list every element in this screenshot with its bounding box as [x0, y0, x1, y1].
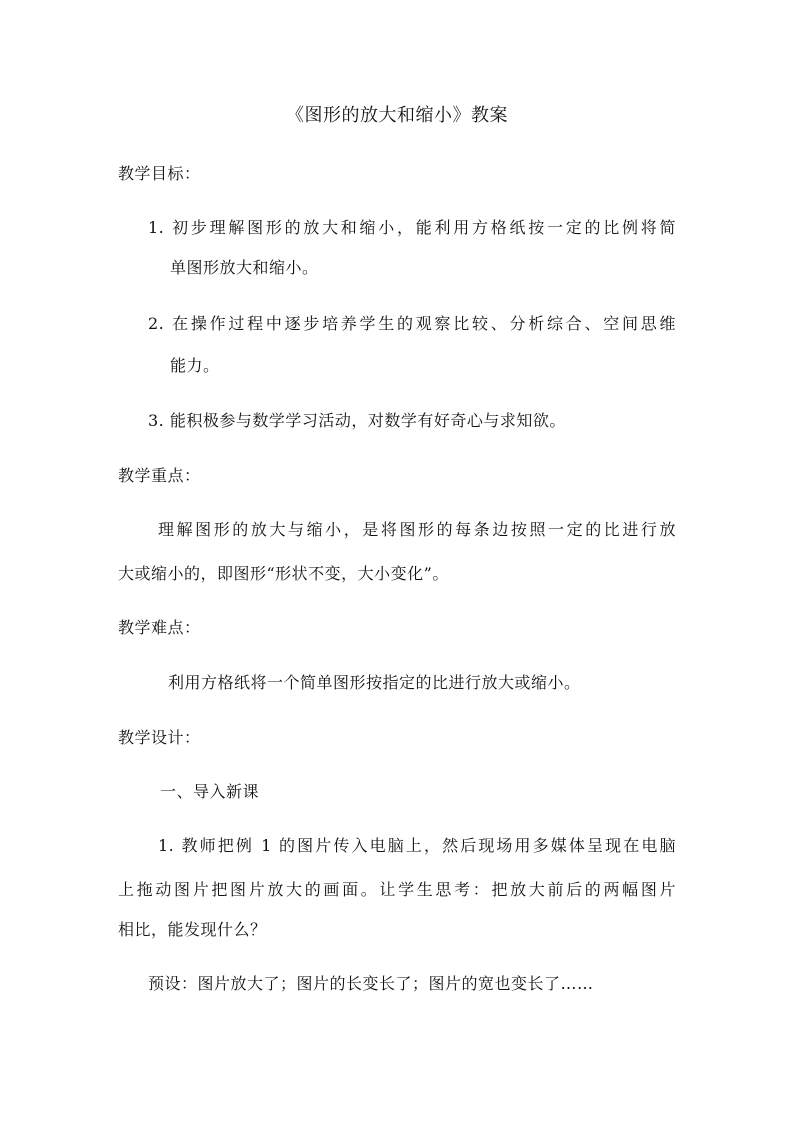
- design-para-1-line-3: 相比，能发现什么？: [118, 920, 267, 939]
- design-preset-line: 预设：图片放大了；图片的长变长了；图片的宽也变长了……: [148, 974, 594, 993]
- difficulty-line-1: 利用方格纸将一个简单图形按指定的比进行放大或缩小。: [168, 673, 581, 692]
- document-title: 《图形的放大和缩小》教案: [286, 105, 508, 126]
- key-points-line-2: 大或缩小的，即图形“形状不变，大小变化”。: [118, 564, 449, 583]
- design-para-1-line-1: 1. 教师把例 1 的图片传入电脑上，然后现场用多媒体呈现在电脑: [158, 836, 676, 855]
- objective-1-line-1: 1. 初步理解图形的放大和缩小，能利用方格纸按一定的比例将简: [148, 218, 676, 237]
- objective-2-line-1: 2. 在操作过程中逐步培养学生的观察比较、分析综合、空间思维: [148, 314, 676, 333]
- design-section-1-heading: 一、导入新课: [160, 782, 260, 801]
- objective-3-line-1: 3. 能积极参与数学学习活动，对数学有好奇心与求知欲。: [148, 411, 566, 430]
- key-points-line-1: 理解图形的放大与缩小，是将图形的每条边按照一定的比进行放: [158, 520, 676, 539]
- design-para-1-line-2: 上拖动图片把图片放大的画面。让学生思考：把放大前后的两幅图片: [118, 880, 676, 899]
- objective-1-line-2: 单图形放大和缩小。: [170, 258, 319, 277]
- difficulty-heading: 教学难点：: [118, 618, 201, 637]
- objective-2-line-2: 能力。: [170, 356, 220, 375]
- key-points-heading: 教学重点：: [118, 466, 201, 485]
- objectives-heading: 教学目标：: [118, 164, 201, 183]
- design-heading: 教学设计：: [118, 728, 201, 747]
